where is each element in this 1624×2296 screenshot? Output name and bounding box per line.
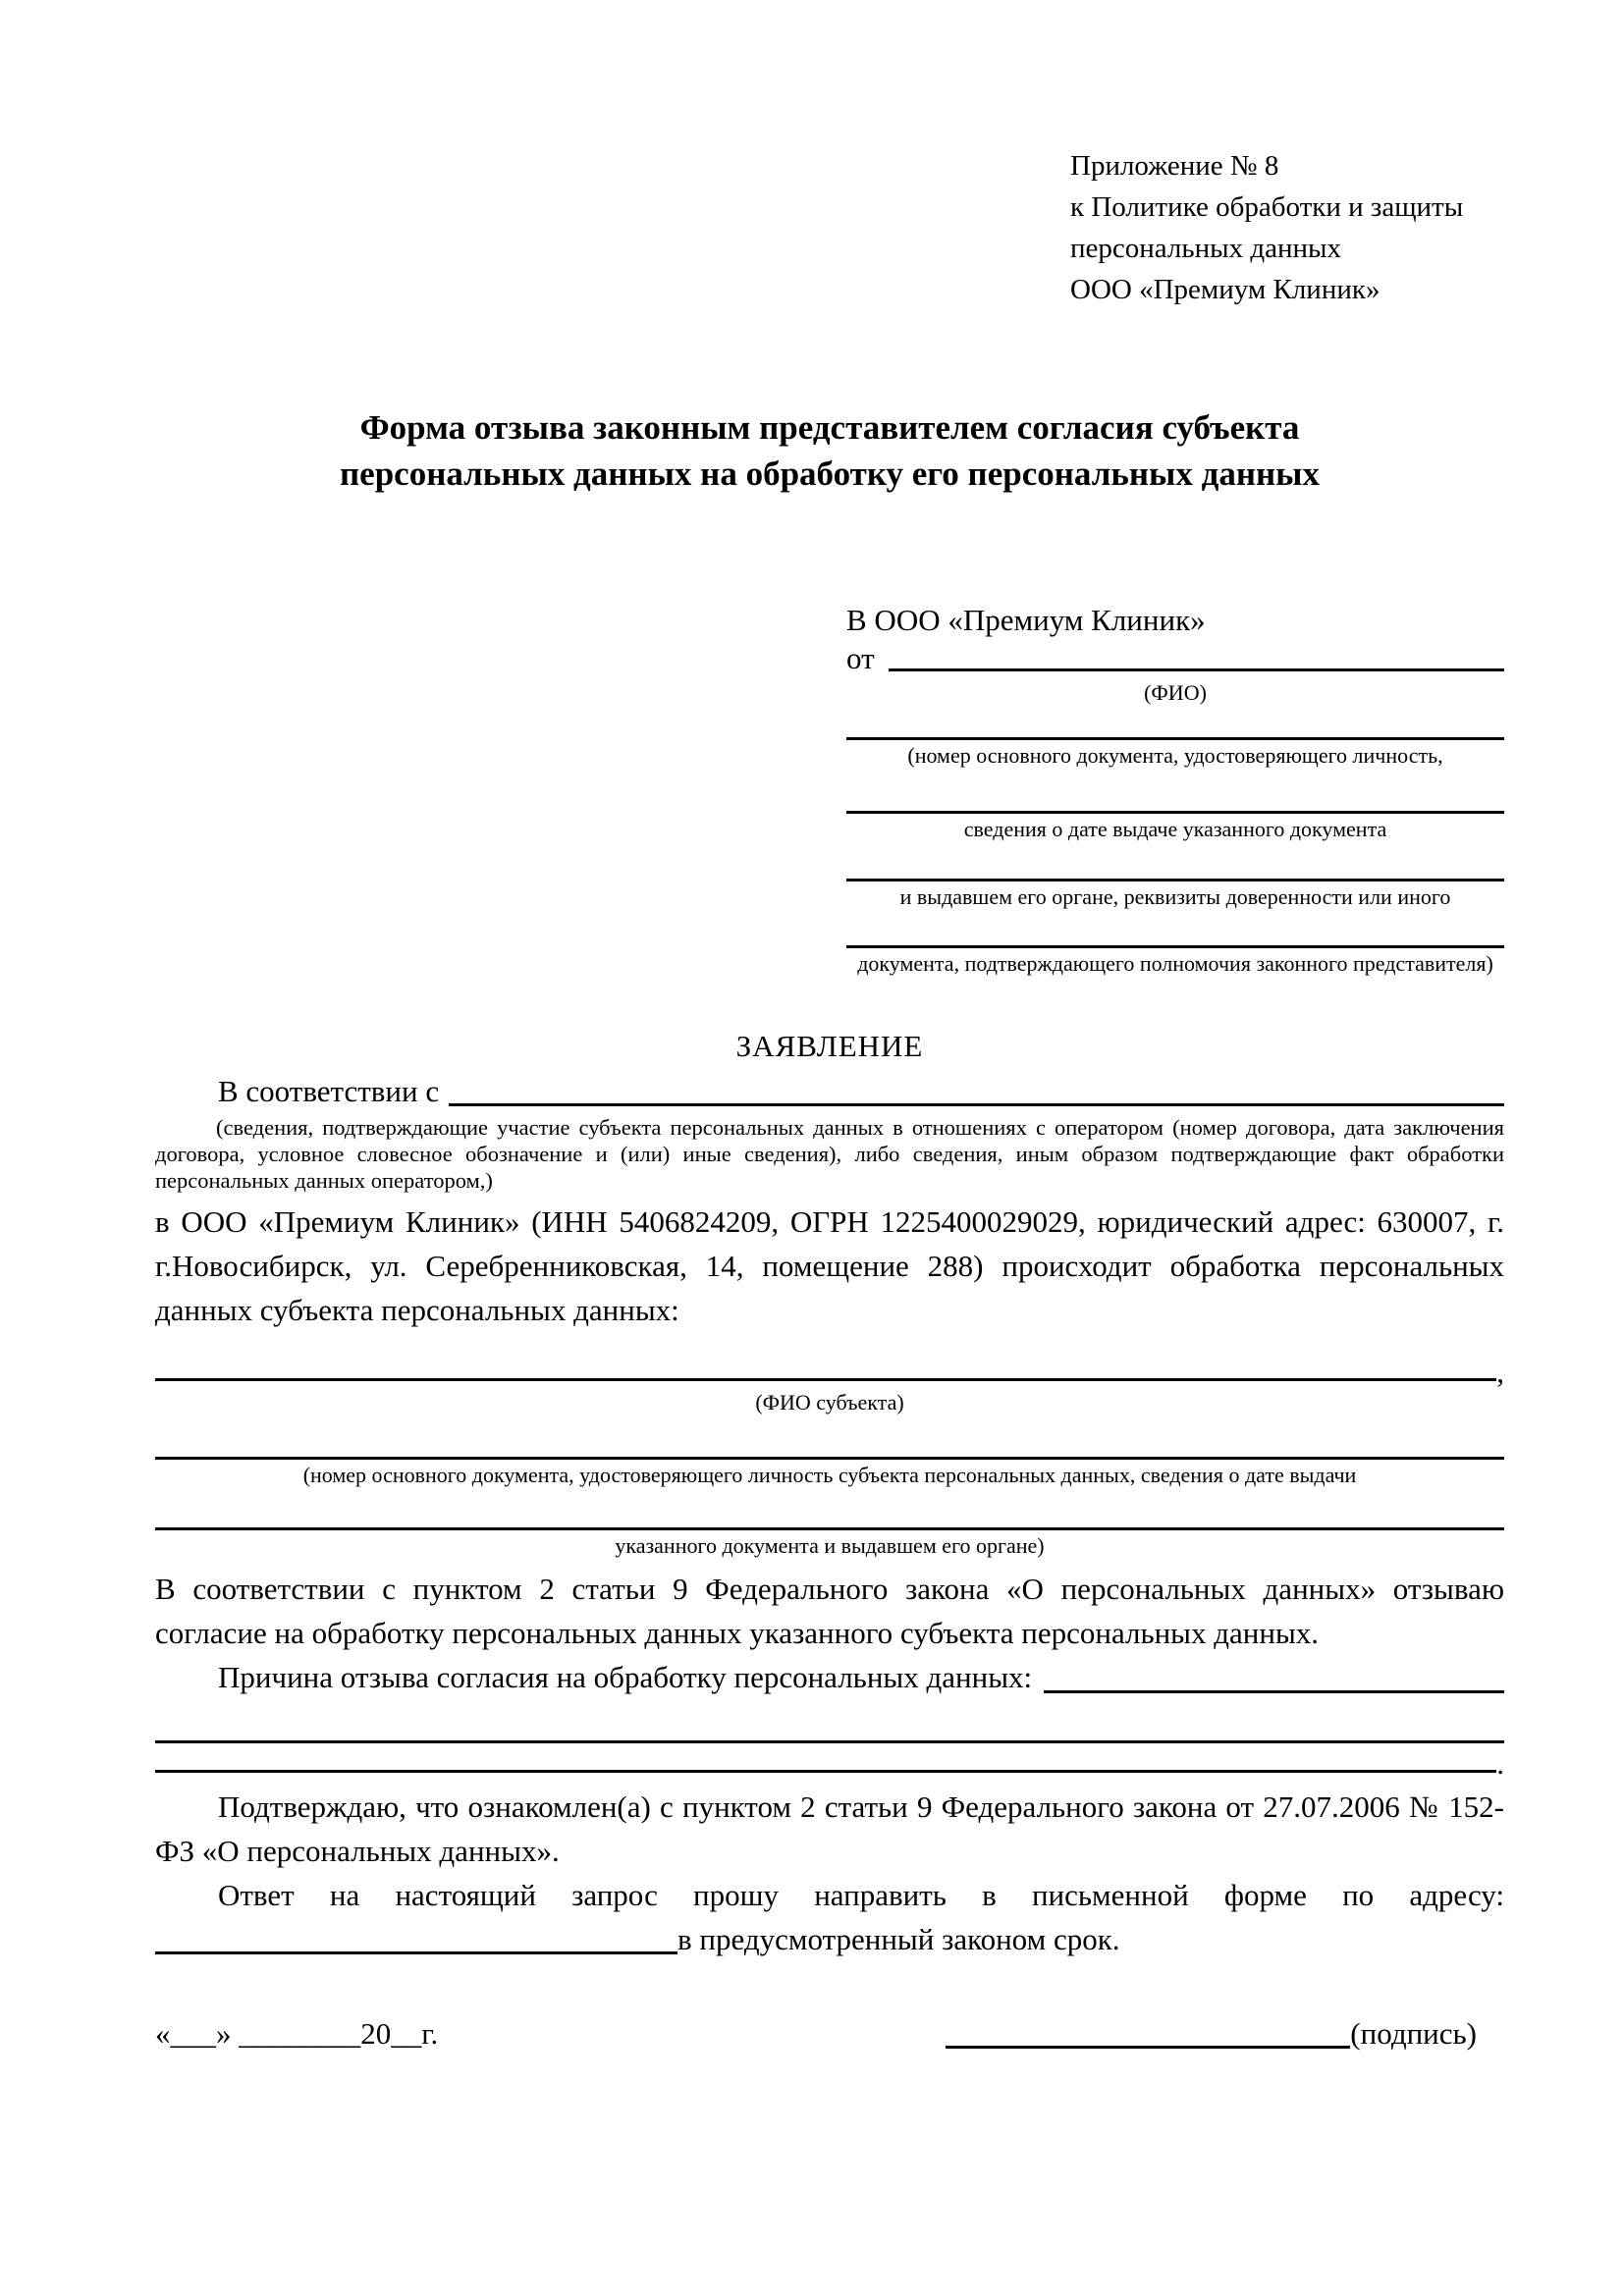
reason-blank-line-2-row <box>155 1743 1504 1779</box>
subject-document-fill-line <box>155 1415 1504 1460</box>
withdraw-paragraph: В соответствии с пунктом 2 статьи 9 Федерального закона «О персональных данных» отзываю согласие на обработку персональных данных указанного субъекта персональных данных. <box>155 1572 1504 1650</box>
appendix-line: к Политике обработки и защиты <box>1070 191 1464 223</box>
accordance-row <box>155 1071 1504 1112</box>
issue-date-fill-line <box>846 769 1504 814</box>
signature-caption: (подпись) <box>1350 2016 1477 2051</box>
date-blank: «___» ________20__г. <box>155 2016 439 2051</box>
reason-row <box>155 1655 1504 1699</box>
reason-fill-line <box>1044 1690 1504 1693</box>
issuing-authority-caption: и выдавшем его органе, реквизиты доверенности или иного <box>899 884 1451 909</box>
reason-blank-line-2 <box>155 1770 1496 1773</box>
representative-authority-caption: документа, подтверждающего полномочия законного представителя) <box>857 951 1493 976</box>
date-signature-row <box>155 2012 1504 2056</box>
accordance-note: (сведения, подтверждающие участие субъекта персональных данных в отношениях с оператором (номер договора, дата заключения договора, условное словесное обозначение и (или) иные сведения), либо сведения, иным образом подтверждающие факт обработки персональных данных оператором,) <box>155 1115 1504 1193</box>
issuing-authority-fill-line <box>846 842 1504 881</box>
identity-document-fill-line <box>846 706 1504 740</box>
reason-trailing-period: . <box>1496 1746 1504 1781</box>
subject-document-issuer-caption: указанного документа и выдавшем его органе) <box>615 1533 1045 1558</box>
confirmation-paragraph: Подтверждаю, что ознакомлен(а) с пунктом 2 статьи 9 Федерального закона от 27.07.2006 № 152-ФЗ «О персональных данных». <box>155 1789 1504 1868</box>
reply-request-line: Ответ на настоящий запрос прошу направить в письменной форме по адресу: <box>218 1878 1504 1912</box>
subject-document-issuer-fill-line <box>155 1488 1504 1530</box>
document-title-line: персональных данных на обработку его персональных данных <box>340 454 1320 493</box>
subject-fio-trailing-comma: , <box>1496 1355 1504 1389</box>
reply-tail-text: в предусмотренный законом срок. <box>677 1922 1120 1956</box>
identity-document-caption: (номер основного документа, удостоверяющего личность, <box>907 743 1443 768</box>
operator-paragraph: в ООО «Премиум Клиник» (ИНН 5406824209, ОГРН 1225400029029, юридический адрес: 630007, г. г.Новосибирск, ул. Серебренниковская, 14, помещение 288) происходит обработка персональных данных субъекта персональных данных: <box>155 1204 1504 1327</box>
signature-group <box>946 2012 1477 2056</box>
reply-address-fill-line <box>155 1951 677 1954</box>
appendix-header <box>1070 0 1504 310</box>
appendix-line: Приложение № 8 <box>1070 150 1279 182</box>
addressee-block <box>846 601 1504 977</box>
document-title <box>155 404 1504 497</box>
subject-fio-caption: (ФИО субъекта) <box>755 1390 904 1415</box>
accordance-fill-line <box>449 1103 1504 1106</box>
subject-fio-fill-line <box>155 1378 1496 1381</box>
reason-prefix: Причина отзыва согласия на обработку персональных данных: <box>218 1660 1033 1694</box>
subject-document-caption: (номер основного документа, удостоверяющего личность субъекта персональных данных, сведения о дате выдачи <box>302 1463 1357 1487</box>
issue-date-caption: сведения о дате выдаче указанного документа <box>963 817 1387 841</box>
accordance-prefix: В соответствии с <box>218 1074 440 1108</box>
fio-caption: (ФИО) <box>1144 680 1207 705</box>
reply-address-row <box>155 1917 1504 1961</box>
signature-fill-line <box>946 2046 1350 2049</box>
representative-authority-fill-line <box>846 910 1504 948</box>
statement-heading: ЗАЯВЛЕНИЕ <box>735 1029 924 1063</box>
from-row <box>846 640 1504 677</box>
appendix-line: ООО «Премиум Клиник» <box>1070 274 1380 305</box>
document-title-line: Форма отзыва законным представителем согласия субъекта <box>359 408 1300 447</box>
appendix-line: персональных данных <box>1070 233 1342 264</box>
reason-blank-line-1 <box>155 1699 1504 1743</box>
subject-fio-row <box>155 1355 1504 1389</box>
from-label: от <box>846 641 875 675</box>
addressee-organization: В ООО «Премиум Клиник» <box>846 603 1206 637</box>
fio-fill-line <box>889 668 1504 671</box>
